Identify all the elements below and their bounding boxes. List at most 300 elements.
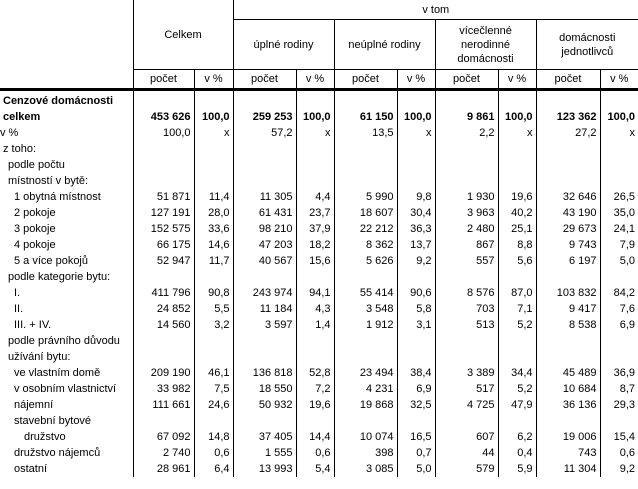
header-v-tom: v tom bbox=[233, 0, 638, 20]
cell-percent: 84,2 bbox=[600, 285, 638, 301]
cell-count: 36 136 bbox=[536, 397, 600, 413]
cell-empty bbox=[233, 90, 296, 110]
table-row bbox=[0, 109, 638, 125]
row-label: družstvo nájemců bbox=[14, 447, 101, 459]
cell-empty bbox=[435, 269, 498, 285]
cell-count: 4 725 bbox=[435, 397, 498, 413]
header-v-pct: v % bbox=[194, 70, 233, 90]
cell-percent: 52,8 bbox=[296, 365, 334, 381]
cell-percent: x bbox=[296, 125, 334, 141]
cell-count: 703 bbox=[435, 301, 498, 317]
cell-percent: 0,6 bbox=[296, 445, 334, 461]
cell-count: 23 494 bbox=[334, 365, 397, 381]
cell-count: 2,2 bbox=[435, 125, 498, 141]
cell-percent: 6,9 bbox=[397, 381, 435, 397]
cell-percent: 90,6 bbox=[397, 285, 435, 301]
cell-percent: 13,7 bbox=[397, 237, 435, 253]
table-row bbox=[0, 237, 638, 253]
cell-percent: 5,6 bbox=[498, 253, 536, 269]
cell-empty bbox=[296, 349, 334, 365]
row-label: 3 pokoje bbox=[14, 223, 56, 235]
cell-empty bbox=[133, 90, 194, 110]
cell-empty bbox=[536, 90, 600, 110]
cell-count: 18 607 bbox=[334, 205, 397, 221]
cell-percent: 38,4 bbox=[397, 365, 435, 381]
cell-empty bbox=[334, 157, 397, 173]
cell-count: 557 bbox=[435, 253, 498, 269]
cell-empty bbox=[233, 141, 296, 157]
table-row bbox=[0, 461, 638, 477]
row-label: stavební bytové bbox=[14, 415, 92, 427]
cell-percent: 14,6 bbox=[194, 237, 233, 253]
cell-empty bbox=[296, 157, 334, 173]
cell-empty bbox=[498, 157, 536, 173]
cell-percent: 47,9 bbox=[498, 397, 536, 413]
cell-empty bbox=[334, 349, 397, 365]
cell-percent: 8,7 bbox=[600, 381, 638, 397]
cell-percent: 1,4 bbox=[296, 317, 334, 333]
table-row bbox=[0, 349, 638, 365]
cell-count: 19 868 bbox=[334, 397, 397, 413]
cell-empty bbox=[133, 333, 194, 349]
cell-percent: 19,6 bbox=[296, 397, 334, 413]
cell-percent: 30,4 bbox=[397, 205, 435, 221]
cell-empty bbox=[498, 90, 536, 110]
cell-percent: 0,6 bbox=[194, 445, 233, 461]
cell-count: 11 184 bbox=[233, 301, 296, 317]
cell-empty bbox=[397, 333, 435, 349]
cell-count: 22 212 bbox=[334, 221, 397, 237]
cell-percent: 29,3 bbox=[600, 397, 638, 413]
header-celkem: Celkem bbox=[133, 0, 233, 70]
cell-count: 47 203 bbox=[233, 237, 296, 253]
cell-percent: 36,9 bbox=[600, 365, 638, 381]
cell-percent: 16,5 bbox=[397, 429, 435, 445]
cell-count: 8 538 bbox=[536, 317, 600, 333]
cell-count: 9 417 bbox=[536, 301, 600, 317]
row-label: ve vlastním domě bbox=[14, 367, 101, 379]
cell-empty bbox=[334, 173, 397, 189]
header-pocet: počet bbox=[133, 70, 194, 90]
cell-empty bbox=[600, 349, 638, 365]
cell-percent: 18,2 bbox=[296, 237, 334, 253]
cell-count: 32 646 bbox=[536, 189, 600, 205]
cell-count: 127 191 bbox=[133, 205, 194, 221]
cell-empty bbox=[397, 141, 435, 157]
cell-count: 3 963 bbox=[435, 205, 498, 221]
cell-percent: 14,4 bbox=[296, 429, 334, 445]
cell-count: 209 190 bbox=[133, 365, 194, 381]
cell-empty bbox=[133, 413, 194, 429]
cell-percent: 90,8 bbox=[194, 285, 233, 301]
cell-empty bbox=[133, 173, 194, 189]
cell-count: 11 305 bbox=[233, 189, 296, 205]
cell-empty bbox=[536, 173, 600, 189]
cell-empty bbox=[498, 333, 536, 349]
cell-count: 1 930 bbox=[435, 189, 498, 205]
cell-empty bbox=[600, 413, 638, 429]
cell-empty bbox=[435, 157, 498, 173]
table-row bbox=[0, 381, 638, 397]
cell-empty bbox=[194, 349, 233, 365]
row-label: místností v bytě: bbox=[8, 175, 89, 187]
cell-percent: 37,9 bbox=[296, 221, 334, 237]
cell-count: 2 480 bbox=[435, 221, 498, 237]
cell-percent: 46,1 bbox=[194, 365, 233, 381]
cell-empty bbox=[536, 349, 600, 365]
row-label: nájemní bbox=[14, 399, 54, 411]
cell-percent: 11,7 bbox=[194, 253, 233, 269]
cell-empty bbox=[498, 413, 536, 429]
cell-percent: 36,3 bbox=[397, 221, 435, 237]
cell-percent: 5,2 bbox=[498, 317, 536, 333]
cell-empty bbox=[536, 269, 600, 285]
cell-empty bbox=[334, 90, 397, 110]
cell-percent: 0,7 bbox=[397, 445, 435, 461]
table-row bbox=[0, 125, 638, 141]
table-row bbox=[0, 445, 638, 461]
cell-percent: 4,4 bbox=[296, 189, 334, 205]
cell-empty bbox=[133, 157, 194, 173]
cell-percent: 9,8 bbox=[397, 189, 435, 205]
cell-empty bbox=[194, 413, 233, 429]
cell-empty bbox=[296, 141, 334, 157]
cell-count: 44 bbox=[435, 445, 498, 461]
cell-empty bbox=[435, 333, 498, 349]
cell-empty bbox=[600, 157, 638, 173]
cell-count: 14 560 bbox=[133, 317, 194, 333]
cell-percent: 87,0 bbox=[498, 285, 536, 301]
row-label: I. bbox=[14, 287, 21, 299]
cell-percent: 24,6 bbox=[194, 397, 233, 413]
header-pocet: počet bbox=[435, 70, 498, 90]
cell-count: 8 362 bbox=[334, 237, 397, 253]
cell-count: 24 852 bbox=[133, 301, 194, 317]
cell-empty bbox=[600, 90, 638, 110]
cell-empty bbox=[435, 173, 498, 189]
cell-count: 607 bbox=[435, 429, 498, 445]
cell-empty bbox=[133, 269, 194, 285]
table-row bbox=[0, 269, 638, 285]
row-label: z toho: bbox=[3, 143, 37, 155]
cell-percent: 7,6 bbox=[600, 301, 638, 317]
row-label: ostatní bbox=[14, 463, 48, 475]
cell-percent: 15,4 bbox=[600, 429, 638, 445]
cell-count: 517 bbox=[435, 381, 498, 397]
row-label: 2 pokoje bbox=[14, 207, 56, 219]
cell-percent: 100,0 bbox=[498, 109, 536, 125]
cell-empty bbox=[536, 413, 600, 429]
cell-empty bbox=[133, 349, 194, 365]
cell-count: 43 190 bbox=[536, 205, 600, 221]
cell-percent: 26,5 bbox=[600, 189, 638, 205]
cell-percent: 5,8 bbox=[397, 301, 435, 317]
cell-empty bbox=[233, 269, 296, 285]
cell-percent: 5,4 bbox=[296, 461, 334, 477]
cell-percent: 9,2 bbox=[397, 253, 435, 269]
cell-percent: 100,0 bbox=[397, 109, 435, 125]
cell-empty bbox=[194, 141, 233, 157]
cell-count: 5 626 bbox=[334, 253, 397, 269]
cell-empty bbox=[536, 141, 600, 157]
cell-percent: 7,5 bbox=[194, 381, 233, 397]
cell-percent: 0,4 bbox=[498, 445, 536, 461]
cell-count: 243 974 bbox=[233, 285, 296, 301]
cell-empty bbox=[397, 90, 435, 110]
cell-count: 13 993 bbox=[233, 461, 296, 477]
cell-empty bbox=[397, 413, 435, 429]
cell-count: 19 006 bbox=[536, 429, 600, 445]
cell-percent: 0,6 bbox=[600, 445, 638, 461]
header-uplne-rodiny: úplné rodiny bbox=[233, 20, 334, 70]
cell-empty bbox=[296, 413, 334, 429]
cell-percent: 5,0 bbox=[600, 253, 638, 269]
row-label: 4 pokoje bbox=[14, 239, 56, 251]
cell-empty bbox=[435, 90, 498, 110]
cell-count: 100,0 bbox=[133, 125, 194, 141]
cell-count: 1 912 bbox=[334, 317, 397, 333]
cell-count: 123 362 bbox=[536, 109, 600, 125]
table-row bbox=[0, 317, 638, 333]
header-v-pct: v % bbox=[498, 70, 536, 90]
cell-count: 55 414 bbox=[334, 285, 397, 301]
cell-count: 57,2 bbox=[233, 125, 296, 141]
row-label: podle právního důvodu bbox=[8, 335, 120, 347]
cell-count: 9 743 bbox=[536, 237, 600, 253]
cell-count: 37 405 bbox=[233, 429, 296, 445]
cell-empty bbox=[536, 157, 600, 173]
cell-percent: 4,3 bbox=[296, 301, 334, 317]
cell-count: 3 548 bbox=[334, 301, 397, 317]
cell-count: 1 555 bbox=[233, 445, 296, 461]
cell-empty bbox=[194, 157, 233, 173]
cell-percent: 9,2 bbox=[600, 461, 638, 477]
cell-empty bbox=[194, 269, 233, 285]
row-label: celkem bbox=[3, 111, 41, 123]
cell-empty bbox=[296, 173, 334, 189]
cell-empty bbox=[296, 90, 334, 110]
table-row bbox=[0, 413, 638, 429]
header-vicecl-nerodinne: vícečlenné nerodinné domácnosti bbox=[435, 20, 536, 70]
cell-count: 29 673 bbox=[536, 221, 600, 237]
cell-count: 259 253 bbox=[233, 109, 296, 125]
cell-empty bbox=[498, 141, 536, 157]
row-label: družstvo bbox=[24, 431, 66, 443]
cell-count: 33 982 bbox=[133, 381, 194, 397]
cell-percent: 5,9 bbox=[498, 461, 536, 477]
table-row bbox=[0, 205, 638, 221]
cell-percent: 23,7 bbox=[296, 205, 334, 221]
cell-percent: 11,4 bbox=[194, 189, 233, 205]
table-row bbox=[0, 221, 638, 237]
cell-percent: 7,2 bbox=[296, 381, 334, 397]
cell-count: 50 932 bbox=[233, 397, 296, 413]
corner-cell-sub bbox=[0, 70, 133, 90]
cell-count: 11 304 bbox=[536, 461, 600, 477]
header-pocet: počet bbox=[536, 70, 600, 90]
cell-empty bbox=[133, 141, 194, 157]
row-label: užívání bytu: bbox=[8, 351, 71, 363]
cell-empty bbox=[194, 333, 233, 349]
cell-empty bbox=[397, 269, 435, 285]
cell-empty bbox=[233, 349, 296, 365]
cell-count: 6 197 bbox=[536, 253, 600, 269]
cell-count: 2 740 bbox=[133, 445, 194, 461]
cell-count: 9 861 bbox=[435, 109, 498, 125]
cell-percent: 33,6 bbox=[194, 221, 233, 237]
cell-empty bbox=[498, 349, 536, 365]
cell-percent: 8,8 bbox=[498, 237, 536, 253]
table-body bbox=[0, 90, 638, 478]
cell-empty bbox=[600, 173, 638, 189]
cell-empty bbox=[397, 157, 435, 173]
cell-percent: x bbox=[600, 125, 638, 141]
cell-empty bbox=[233, 173, 296, 189]
cell-count: 136 818 bbox=[233, 365, 296, 381]
table-row bbox=[0, 333, 638, 349]
cell-count: 28 961 bbox=[133, 461, 194, 477]
cell-count: 398 bbox=[334, 445, 397, 461]
cell-count: 5 990 bbox=[334, 189, 397, 205]
cell-percent: 35,0 bbox=[600, 205, 638, 221]
cell-percent: 3,2 bbox=[194, 317, 233, 333]
cell-percent: 100,0 bbox=[194, 109, 233, 125]
cell-count: 61 150 bbox=[334, 109, 397, 125]
cell-percent: 6,4 bbox=[194, 461, 233, 477]
row-label: III. + IV. bbox=[14, 319, 52, 331]
cell-percent: 28,0 bbox=[194, 205, 233, 221]
header-v-pct: v % bbox=[296, 70, 334, 90]
cell-empty bbox=[435, 349, 498, 365]
row-label: II. bbox=[14, 303, 24, 315]
cell-count: 51 871 bbox=[133, 189, 194, 205]
table-row bbox=[0, 157, 638, 173]
cell-count: 40 567 bbox=[233, 253, 296, 269]
cell-empty bbox=[435, 413, 498, 429]
cell-count: 45 489 bbox=[536, 365, 600, 381]
header-pocet: počet bbox=[334, 70, 397, 90]
cell-empty bbox=[296, 333, 334, 349]
header-neuplne-rodiny: neúplné rodiny bbox=[334, 20, 435, 70]
cell-count: 67 092 bbox=[133, 429, 194, 445]
cell-percent: 19,6 bbox=[498, 189, 536, 205]
cell-percent: x bbox=[397, 125, 435, 141]
cell-count: 152 575 bbox=[133, 221, 194, 237]
cell-empty bbox=[397, 173, 435, 189]
table-row bbox=[0, 301, 638, 317]
table-row bbox=[0, 365, 638, 381]
table-row bbox=[0, 173, 638, 189]
cell-percent: 100,0 bbox=[296, 109, 334, 125]
cell-empty bbox=[334, 141, 397, 157]
cell-percent: 6,9 bbox=[600, 317, 638, 333]
cell-empty bbox=[600, 333, 638, 349]
cell-empty bbox=[498, 173, 536, 189]
cell-empty bbox=[498, 269, 536, 285]
row-label: 5 a více pokojů bbox=[14, 255, 88, 267]
cell-percent: 100,0 bbox=[600, 109, 638, 125]
cell-percent: 34,4 bbox=[498, 365, 536, 381]
row-label: podle počtu bbox=[8, 159, 65, 171]
header-jednotlivcu: domácnosti jednotlivců bbox=[536, 20, 638, 70]
cell-percent: 32,5 bbox=[397, 397, 435, 413]
cell-count: 743 bbox=[536, 445, 600, 461]
cell-percent: 7,9 bbox=[600, 237, 638, 253]
cell-empty bbox=[194, 90, 233, 110]
cell-empty bbox=[296, 269, 334, 285]
cell-percent: 6,2 bbox=[498, 429, 536, 445]
cell-percent: 15,6 bbox=[296, 253, 334, 269]
cell-count: 18 550 bbox=[233, 381, 296, 397]
table-row bbox=[0, 285, 638, 301]
cell-count: 13,5 bbox=[334, 125, 397, 141]
cell-empty bbox=[334, 333, 397, 349]
cell-percent: 14,8 bbox=[194, 429, 233, 445]
table-row bbox=[0, 141, 638, 157]
cell-count: 111 661 bbox=[133, 397, 194, 413]
table-row bbox=[0, 189, 638, 205]
cell-count: 10 074 bbox=[334, 429, 397, 445]
cell-count: 66 175 bbox=[133, 237, 194, 253]
cell-count: 4 231 bbox=[334, 381, 397, 397]
header-v-pct: v % bbox=[397, 70, 435, 90]
cell-count: 61 431 bbox=[233, 205, 296, 221]
cell-empty bbox=[600, 269, 638, 285]
table-row bbox=[0, 253, 638, 269]
row-label: v % bbox=[0, 127, 19, 139]
row-label: podle kategorie bytu: bbox=[8, 271, 111, 283]
cell-empty bbox=[233, 157, 296, 173]
cell-percent: 24,1 bbox=[600, 221, 638, 237]
cell-count: 453 626 bbox=[133, 109, 194, 125]
corner-cell bbox=[0, 0, 133, 70]
cell-percent: 94,1 bbox=[296, 285, 334, 301]
cell-empty bbox=[397, 349, 435, 365]
cell-empty bbox=[536, 333, 600, 349]
cell-count: 579 bbox=[435, 461, 498, 477]
cell-empty bbox=[600, 141, 638, 157]
cell-empty bbox=[334, 413, 397, 429]
cell-count: 27,2 bbox=[536, 125, 600, 141]
cell-percent: 7,1 bbox=[498, 301, 536, 317]
cell-percent: x bbox=[194, 125, 233, 141]
cell-empty bbox=[233, 333, 296, 349]
cell-count: 8 576 bbox=[435, 285, 498, 301]
table-row bbox=[0, 90, 638, 110]
row-label: v osobním vlastnictví bbox=[14, 383, 117, 395]
table-row bbox=[0, 429, 638, 445]
row-label: Cenzové domácnosti bbox=[3, 95, 114, 107]
cell-percent: 5,5 bbox=[194, 301, 233, 317]
cell-percent: 5,2 bbox=[498, 381, 536, 397]
cell-empty bbox=[233, 413, 296, 429]
cell-percent: 40,2 bbox=[498, 205, 536, 221]
cell-count: 98 210 bbox=[233, 221, 296, 237]
cell-count: 10 684 bbox=[536, 381, 600, 397]
table-row bbox=[0, 397, 638, 413]
header-v-pct: v % bbox=[600, 70, 638, 90]
cell-count: 513 bbox=[435, 317, 498, 333]
cell-empty bbox=[435, 141, 498, 157]
cell-count: 3 085 bbox=[334, 461, 397, 477]
cell-empty bbox=[334, 269, 397, 285]
cell-percent: 3,1 bbox=[397, 317, 435, 333]
cell-count: 103 832 bbox=[536, 285, 600, 301]
cell-count: 867 bbox=[435, 237, 498, 253]
cell-percent: 5,0 bbox=[397, 461, 435, 477]
cell-count: 411 796 bbox=[133, 285, 194, 301]
cell-empty bbox=[194, 173, 233, 189]
